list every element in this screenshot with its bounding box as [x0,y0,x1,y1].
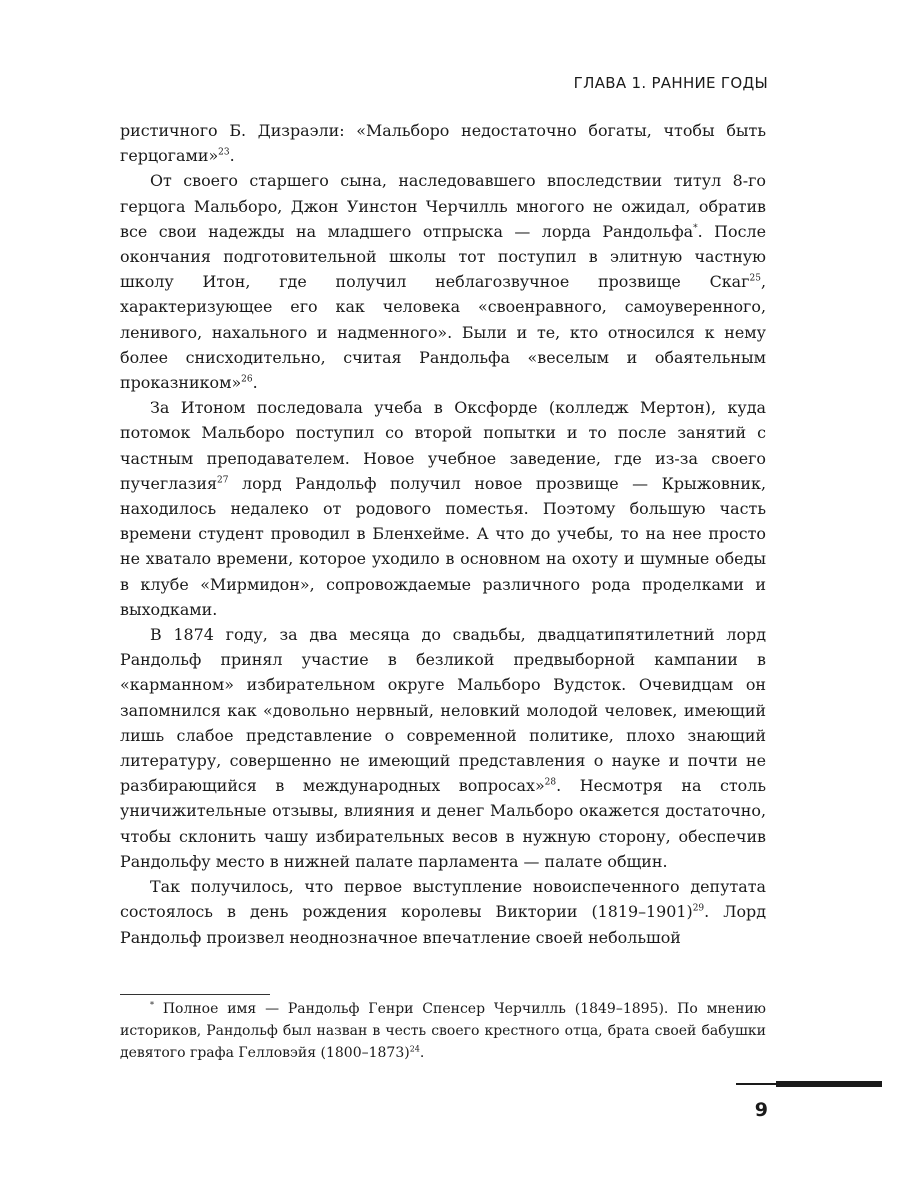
paragraph [120,395,766,622]
footnote-ref: 27 [217,475,229,486]
text-run: лорд Рандольф получил новое прозвище — Крыжовник, находилось недалеко от родового поместья. Поэтому большую часть времени студент проводил в Бленхейме. А что до учебы, то на нее просто не хватало времени, которое уходило в основном на охоту и шумные обеды в клубе «Мирмидон», сопровождаемые различного рода проделками и выходками. [120,473,766,619]
text-run: Так получилось, что первое выступление новоиспеченного депутата состоялось в день рождения королевы Виктории (1819–1901) [120,877,766,922]
page-rule-thin [736,1083,776,1085]
text-run: . [419,1045,425,1061]
text-run: Полное имя — Рандольф Генри Спенсер Черчилль (1849–1895). По мнению историков, Рандольф был назван в честь своего крестного отца, брата своей бабушки девятого графа Гелловэйя (1800–1873) [120,1001,766,1061]
paragraph [120,622,766,874]
text-run: За Итоном последовала учеба в Оксфорде (колледж Мертон), куда потомок Мальборо поступил со второй попытки и то после занятий с частным преподавателем. Новое учебное заведение, где из-за своего пучеглазия [120,398,766,493]
page-number: 9 [754,1099,768,1121]
footnote [120,998,766,1064]
paragraph [120,168,766,395]
footnote-ref: * [693,223,698,234]
running-title: ГЛАВА 1. РАННИЕ ГОДЫ [573,74,768,92]
footnote-ref: 25 [749,273,761,284]
footnote-ref: 23 [218,147,230,158]
text-run: . Лорд Рандольф произвел неоднозначное впечатление своей небольшой [120,902,766,947]
paragraph [120,874,766,950]
footnote-ref: 29 [692,904,705,914]
body-text [120,118,766,950]
text-run: ристичного Б. Дизраэли: «Мальборо недостаточно богаты, чтобы быть герцогами» [120,121,766,166]
text-run: . Несмотря на столь уничижительные отзывы, влияния и денег Мальборо окажется достаточно, чтобы склонить чашу избирательных весов в нужную сторону, обеспечив Рандольфу место в нижней палате парламента — палате общин. [120,776,766,871]
page-rule-thick [776,1081,882,1087]
footnote-text [120,998,766,1064]
text-run: . [229,146,235,166]
text-run: , характеризующее его как человека «своенравного, самоуверенного, ленивого, нахального и надменного». Были и те, кто относился к нему более снисходительно, считая Рандольфа «веселым и обаятельным проказником» [120,272,766,393]
paragraph [120,118,766,168]
text-run: . После окончания подготовительной школы тот поступил в элитную частную школу Итон, где получил неблагозвучное прозвище Скаг [120,221,766,292]
text-run: От своего старшего сына, наследовавшего впоследствии титул 8-го герцога Мальборо, Джон Уинстон Черчилль многого не ожидал, обратив все свои надежды на младшего отпрыска — лорда Рандольфа [120,171,766,241]
footnote-divider [120,994,270,995]
footnote-ref: 26 [241,374,253,385]
text-run: . [252,373,258,393]
footnote-ref: 24 [409,1044,420,1054]
text-run: В 1874 году, за два месяца до свадьбы, двадцатипятилетний лорд Рандольф принял участие в безликой предвыборной кампании в «карманном» избирательном округе Мальборо Вудсток. Очевидцам он запомнился как «довольно нервный, неловкий молодой человек, имеющий лишь слабое представление о современной политике, плохо знающий литературу, совершенно не имеющий представления о науке и почти не разбирающийся в международных вопросах» [120,625,766,796]
footnote-ref: * [150,1000,154,1010]
footnote-ref: 28 [544,777,557,788]
